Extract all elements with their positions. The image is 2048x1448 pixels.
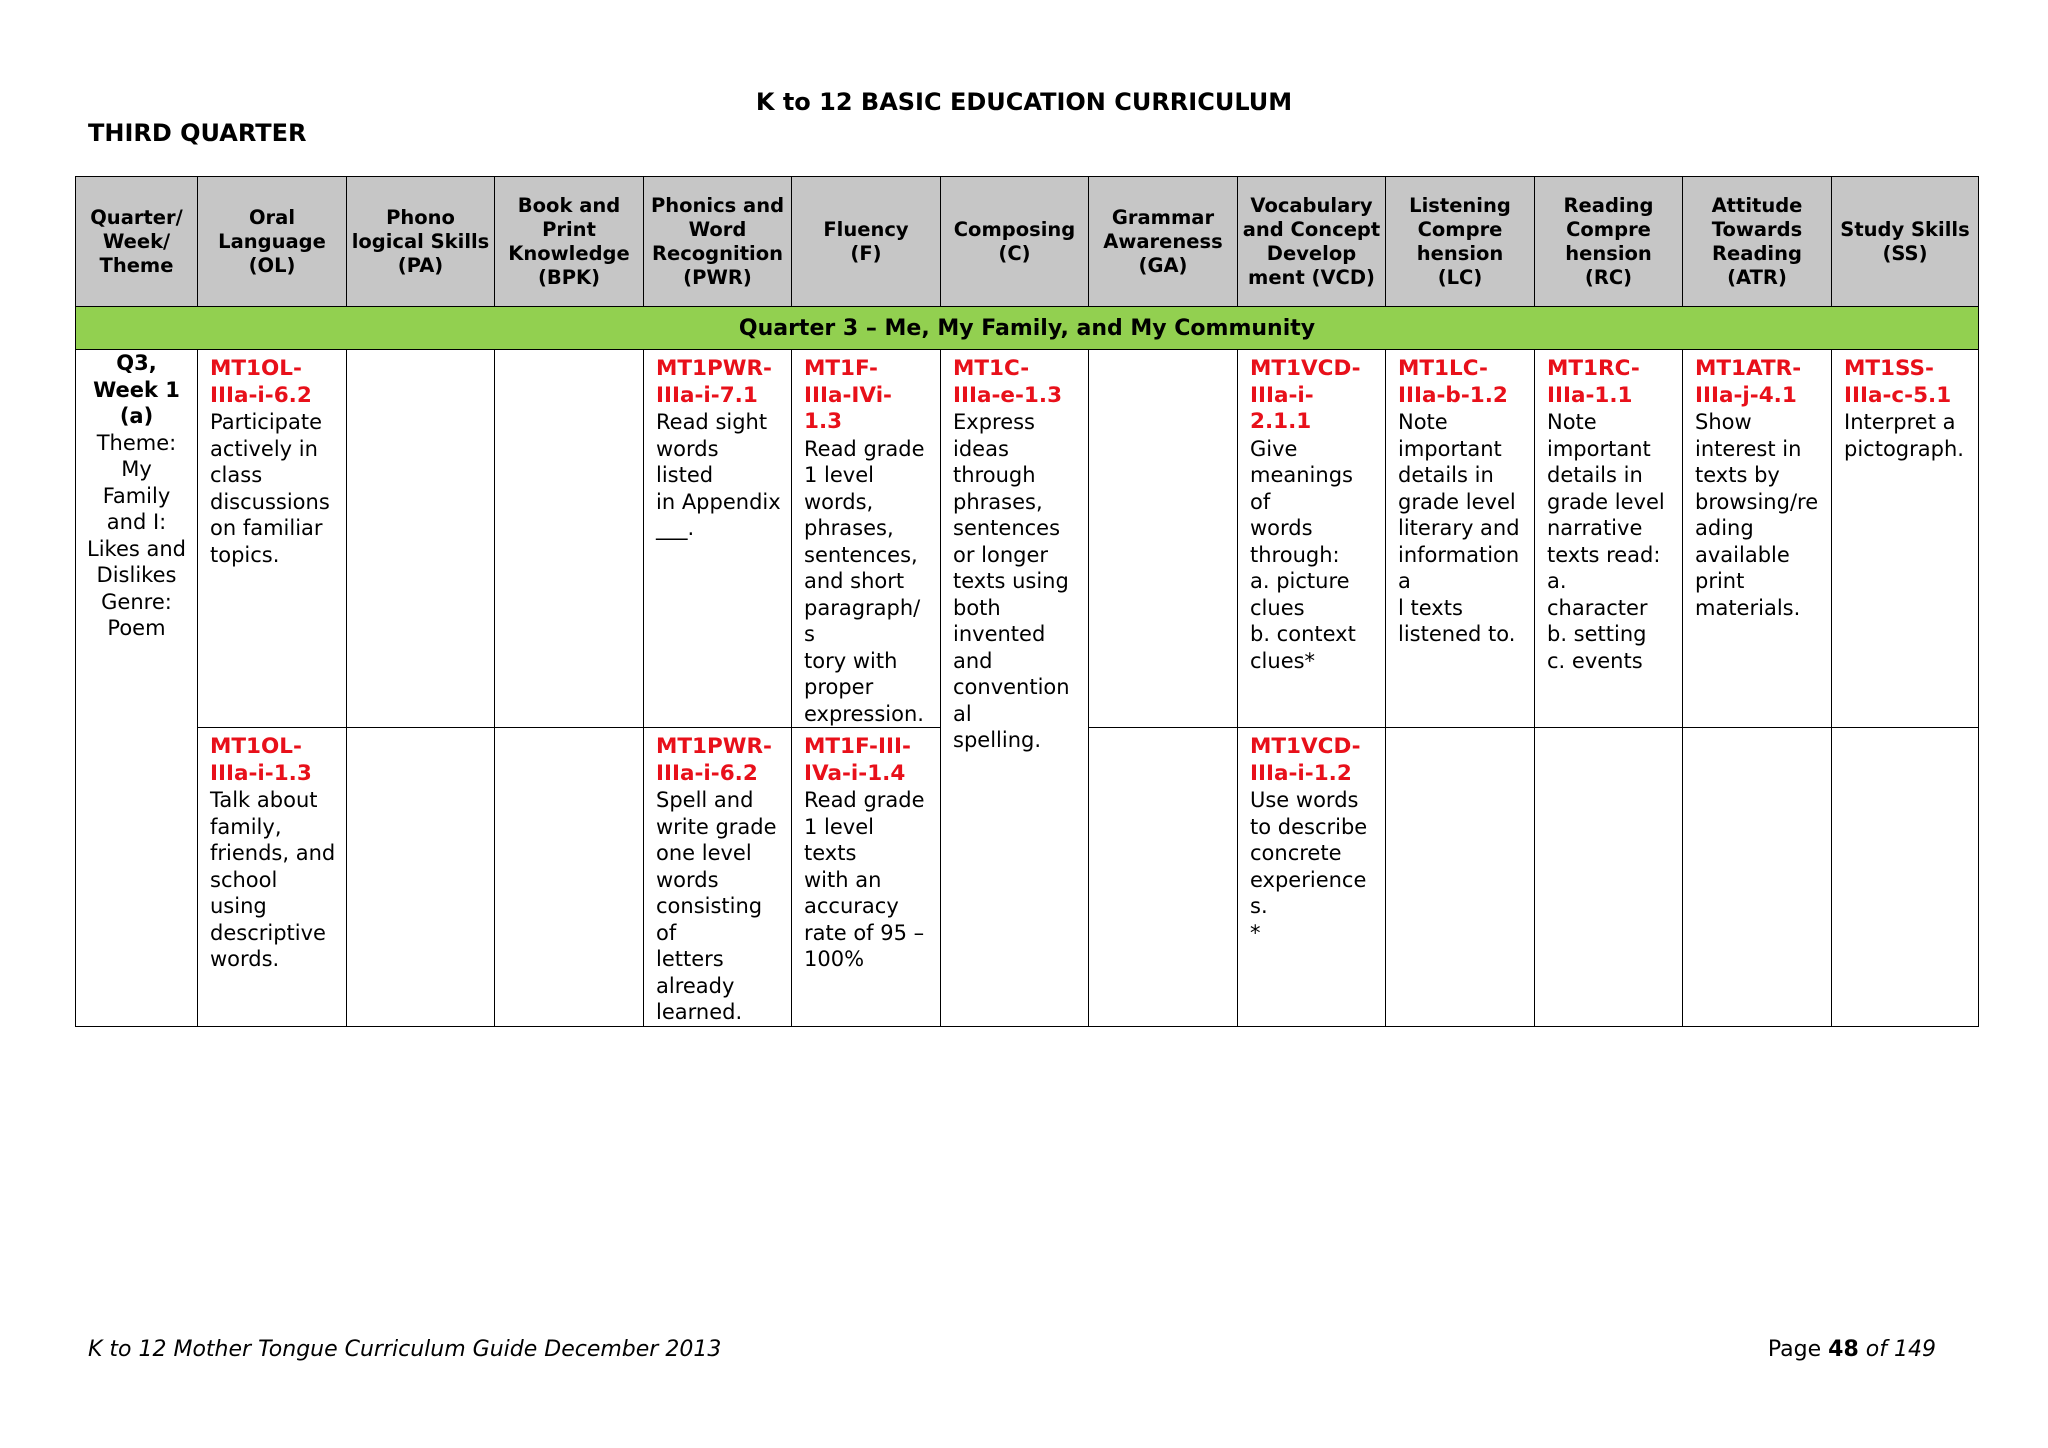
competency-description: Note important details in grade level literary and informationa l texts listened to. — [1398, 410, 1520, 646]
competency-description: Show interest in texts by browsing/re ading available print materials. — [1695, 410, 1819, 620]
competency-code: MT1F- IIIa-IVi- 1.3 — [804, 356, 892, 434]
competency-description: Participate actively in class discussions on familiar topics. — [210, 410, 330, 567]
cell-f — [792, 728, 941, 1027]
quarter-band: Quarter 3 – Me, My Family, and My Community — [76, 307, 1979, 350]
cell-bpk — [495, 350, 644, 728]
theme-text: Theme: My Family and I: Likes and Dislikes Genre: Poem — [87, 430, 186, 640]
cell-ol — [198, 350, 347, 728]
cell-lc — [1386, 728, 1535, 1027]
header-quarter-week-theme: Quarter/ Week/ Theme — [76, 177, 198, 307]
footer-page-number — [1768, 1337, 1936, 1362]
competency-code: MT1PWR- IIIa-i-7.1 — [656, 356, 772, 408]
competency-code: MT1SS- IIIa-c-5.1 — [1844, 356, 1952, 408]
cell-atr — [1683, 728, 1832, 1027]
cell-pa — [347, 350, 495, 728]
curriculum-table — [75, 176, 1979, 1027]
competency-description: Use words to describe concrete experiences. * — [1250, 788, 1368, 945]
header-composing: Composing (C) — [941, 177, 1089, 307]
competency-code: MT1OL- IIIa-i-1.3 — [210, 734, 312, 786]
theme-cell — [76, 350, 198, 1027]
cell-c — [941, 350, 1089, 1027]
competency-description: Note important details in grade level narrative texts read: a. character b. setting c. events — [1547, 410, 1665, 673]
cell-pwr — [644, 728, 792, 1027]
competency-code: MT1F-III- IVa-i-1.4 — [804, 734, 911, 786]
cell-bpk — [495, 728, 644, 1027]
footer-guide-title: K to 12 Mother Tongue Curriculum Guide December 2013 — [88, 1337, 722, 1362]
cell-vcd — [1238, 350, 1386, 728]
competency-code: MT1VCD- IIIa-i-1.2 — [1250, 734, 1361, 786]
header-grammar-awareness: Grammar Awareness (GA) — [1089, 177, 1238, 307]
competency-code: MT1LC- IIIa-b-1.2 — [1398, 356, 1508, 408]
competency-code: MT1PWR- IIIa-i-6.2 — [656, 734, 772, 786]
cell-ol — [198, 728, 347, 1027]
cell-ga — [1089, 728, 1238, 1027]
header-reading-comprehension: Reading Compre hension (RC) — [1535, 177, 1683, 307]
cell-ss — [1832, 728, 1979, 1027]
competency-description: Read grade 1 level words, phrases, sentences, and short paragraph/s tory with proper expression. — [804, 436, 925, 726]
competency-code: MT1OL- IIIa-i-6.2 — [210, 356, 312, 408]
page-current: 48 — [1828, 1337, 1859, 1362]
competency-code: MT1ATR- IIIa-j-4.1 — [1695, 356, 1802, 408]
competency-description: Express ideas through phrases, sentences or longer texts using both invented and conventional spelling. — [953, 410, 1070, 752]
header-listening-comprehension: Listening Compre hension (LC) — [1386, 177, 1535, 307]
cell-pwr — [644, 350, 792, 728]
header-phonological-skills: Phono logical Skills (PA) — [347, 177, 495, 307]
table-row — [76, 350, 1979, 728]
quarter-band-row — [76, 307, 1979, 350]
cell-rc — [1535, 728, 1683, 1027]
header-study-skills: Study Skills (SS) — [1832, 177, 1979, 307]
header-book-print-knowledge: Book and Print Knowledge (BPK) — [495, 177, 644, 307]
page-prefix: Page — [1767, 1337, 1822, 1362]
quarter-label: THIRD QUARTER — [88, 119, 307, 147]
competency-description: Interpret a pictograph. — [1844, 410, 1964, 461]
header-attitude-towards-reading: Attitude Towards Reading (ATR) — [1683, 177, 1832, 307]
header-vocabulary-concept: Vocabulary and Concept Develop ment (VCD) — [1238, 177, 1386, 307]
week-label: Q3, Week 1 (a) — [93, 351, 180, 428]
competency-description: Read grade 1 level texts with an accuracy rate of 95 – 100% — [804, 788, 925, 971]
cell-pa — [347, 728, 495, 1027]
competency-description: Read sight words listed in Appendix ___. — [656, 410, 781, 540]
header-fluency: Fluency (F) — [792, 177, 941, 307]
competency-description: Give meanings of words through: a. picture clues b. context clues* — [1250, 436, 1356, 673]
cell-rc — [1535, 350, 1683, 728]
competency-description: Talk about family, friends, and school using descriptive words. — [210, 788, 336, 971]
cell-ss — [1832, 350, 1979, 728]
cell-f — [792, 350, 941, 728]
page-total: of 149 — [1865, 1337, 1936, 1362]
cell-ga — [1089, 350, 1238, 728]
competency-code: MT1VCD- IIIa-i- 2.1.1 — [1250, 356, 1361, 434]
competency-code: MT1C- IIIa-e-1.3 — [953, 356, 1063, 408]
header-row — [76, 177, 1979, 307]
cell-vcd — [1238, 728, 1386, 1027]
cell-atr — [1683, 350, 1832, 728]
cell-lc — [1386, 350, 1535, 728]
header-phonics-word-recognition: Phonics and Word Recognition (PWR) — [644, 177, 792, 307]
competency-code: MT1RC- IIIa-1.1 — [1547, 356, 1640, 408]
competency-description: Spell and write grade one level words consisting of letters already learned. — [656, 788, 777, 1024]
document-title: K to 12 BASIC EDUCATION CURRICULUM — [755, 88, 1293, 116]
header-oral-language: Oral Language (OL) — [198, 177, 347, 307]
